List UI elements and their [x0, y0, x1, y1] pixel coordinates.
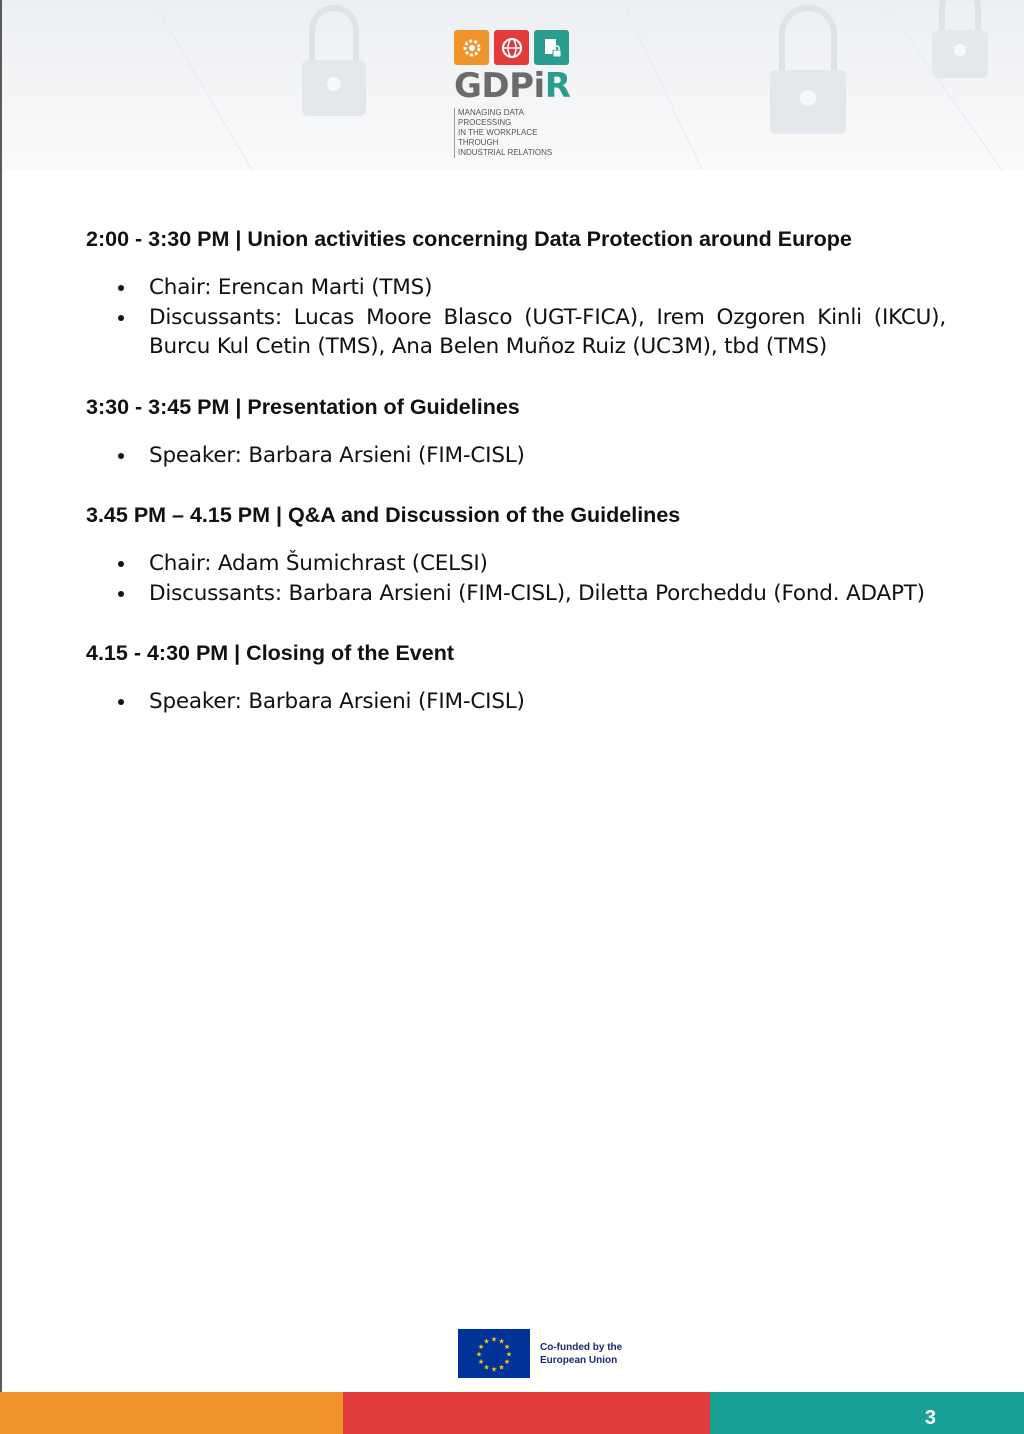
list-item: Discussants: Barbara Arsieni (FIM-CISL), Diletta Porcheddu (Fond. ADAPT)	[86, 579, 946, 609]
header-banner	[2, 0, 1024, 170]
session-item-list	[86, 273, 946, 362]
logo-wordmark: GDPiR	[454, 66, 571, 106]
session-item-list	[86, 441, 946, 471]
agenda-session	[86, 222, 946, 362]
eu-text-line: European Union	[540, 1354, 618, 1366]
session-heading: 4.15 - 4:30 PM | Closing of the Event	[86, 641, 455, 665]
list-item: Speaker: Barbara Arsieni (FIM-CISL)	[86, 687, 946, 717]
agenda-session	[86, 636, 946, 717]
eu-flag-icon	[458, 1329, 530, 1378]
footer-color-bar	[0, 1392, 1024, 1434]
agenda-session	[86, 498, 946, 608]
logo-icon-row	[454, 30, 584, 65]
logo-tagline	[454, 108, 576, 158]
list-item: Chair: Erencan Marti (TMS)	[86, 273, 946, 303]
footer-segment-red	[343, 1392, 710, 1434]
list-item: Speaker: Barbara Arsieni (FIM-CISL)	[86, 441, 946, 471]
eu-star-icon: ★	[477, 1359, 485, 1366]
eu-star-icon: ★	[490, 1336, 498, 1344]
list-item: Chair: Adam Šumichrast (CELSI)	[86, 549, 946, 579]
session-heading: 2:00 - 3:30 PM | Union activities concerning Data Protection around Europe	[86, 227, 852, 251]
eu-text-line: Co-funded by the	[540, 1341, 623, 1353]
eu-star-icon: ★	[498, 1364, 505, 1372]
tagline-line: MANAGING DATA PROCESSING	[458, 108, 524, 127]
session-item-list	[86, 549, 946, 608]
list-item: Discussants: Lucas Moore Blasco (UGT-FICA), Irem Ozgoren Kinli (IKCU), Burcu Kul Cetin (TMS), Ana Belen Muñoz Ruiz (UC3M), tbd (TMS)	[86, 303, 946, 362]
eu-star-icon: ★	[505, 1351, 513, 1359]
tagline-line: INDUSTRIAL RELATIONS	[458, 148, 553, 157]
session-item-list	[86, 687, 946, 717]
session-heading: 3:30 - 3:45 PM | Presentation of Guidelines	[86, 394, 520, 419]
eu-star-icon: ★	[477, 1344, 485, 1351]
gdpir-logo	[454, 30, 584, 158]
session-heading: 3.45 PM – 4.15 PM | Q&A and Discussion of the Guidelines	[86, 503, 681, 527]
page-number: 3	[924, 1407, 936, 1429]
footer-segment-orange	[0, 1392, 343, 1434]
eu-star-icon: ★	[483, 1364, 490, 1372]
eu-star-icon: ★	[503, 1359, 511, 1366]
gear-icon	[454, 30, 489, 65]
eu-star-icon: ★	[475, 1351, 483, 1359]
eu-star-icon: ★	[503, 1344, 511, 1351]
document-lock-icon	[534, 30, 569, 65]
eu-star-icon: ★	[483, 1338, 490, 1346]
tagline-line: IN THE WORKPLACE THROUGH	[458, 128, 538, 147]
page-left-border	[0, 0, 2, 1434]
eu-star-icon: ★	[498, 1338, 505, 1346]
footer-segment-teal	[710, 1392, 1024, 1434]
eu-star-icon: ★	[490, 1366, 498, 1374]
eu-cofunded-logo	[458, 1329, 622, 1378]
agenda-content	[86, 222, 946, 745]
eu-cofunded-text	[540, 1341, 622, 1367]
agenda-session	[86, 390, 946, 471]
globe-icon	[494, 30, 529, 65]
